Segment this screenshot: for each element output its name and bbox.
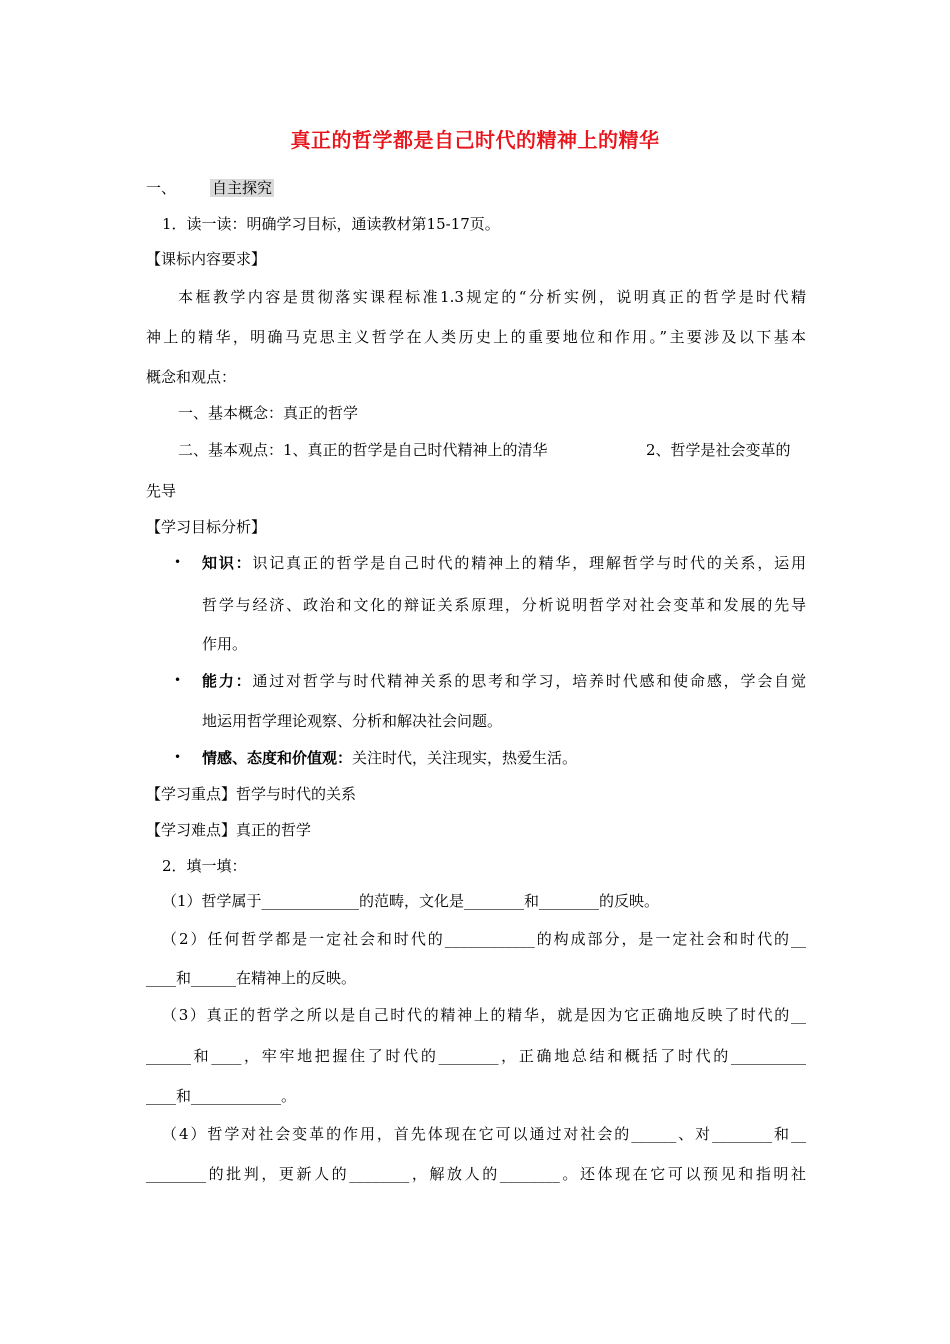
basic-view-2: 2、哲学是社会变革的 <box>646 441 791 459</box>
curriculum-paragraph-line-2: 神上的精华，明确马克思主义哲学在人类历史上的重要地位和作用。”主要涉及以下基本 <box>146 328 806 346</box>
goal-knowledge-text-1: 识记真正的哲学是自己时代的精神上的精华，理解哲学与时代的关系，运用 <box>252 554 806 572</box>
fill-question-3-line-1: （3）真正的哲学之所以是自己时代的精神上的精华，就是因为它正确地反映了时代的__ <box>162 1006 806 1024</box>
bullet-knowledge: • <box>174 555 182 569</box>
goal-knowledge-line-2: 哲学与经济、政治和文化的辩证关系原理，分析说明哲学对社会变革和发展的先导 <box>202 596 806 614</box>
fill-question-2-line-2: ____和______在精神上的反映。 <box>146 969 357 987</box>
bullet-emotion: • <box>174 750 182 764</box>
goal-knowledge-label: 知识： <box>202 554 253 572</box>
bullet-ability: • <box>174 673 182 687</box>
fill-question-3-line-2: ______和____，牢牢地把握住了时代的________，正确地总结和概括了时代的__________ <box>146 1047 806 1065</box>
goal-ability-text-1: 通过对哲学与时代精神关系的思考和学习，培养时代感和使命感，学会自觉 <box>252 672 806 690</box>
section-heading <box>210 178 274 198</box>
fill-question-4-line-2: ________的批判，更新人的________，解放人的________。还体现在它可以预见和指明社 <box>146 1165 806 1183</box>
section-heading-label: 自主探究 <box>212 179 273 197</box>
goal-knowledge-line-3: 作用。 <box>202 635 248 653</box>
curriculum-heading: 【课标内容要求】 <box>146 250 267 268</box>
fill-question-4-line-1: （4）哲学对社会变革的作用，首先体现在它可以通过对社会的______、对________和__ <box>162 1125 806 1143</box>
goal-emotion-text: 关注时代，关注现实，热爱生活。 <box>352 749 578 767</box>
fill-question-1: （1）哲学属于_____________的范畴，文化是________和________的反映。 <box>162 892 660 910</box>
item-2: 2．填一填： <box>162 857 247 875</box>
basic-view-1: 二、基本观点：1、真正的哲学是自己时代精神上的清华 <box>178 441 548 459</box>
goal-ability-label: 能力： <box>202 672 253 690</box>
section-number: 一、 <box>146 179 177 197</box>
curriculum-paragraph-line-1: 本框教学内容是贯彻落实课程标准1.3规定的“分析实例，说明真正的哲学是时代精 <box>178 288 806 306</box>
key-point: 【学习重点】哲学与时代的关系 <box>146 785 357 803</box>
basic-concept: 一、基本概念：真正的哲学 <box>178 404 359 422</box>
fill-question-2-line-1: （2）任何哲学都是一定社会和时代的____________的构成部分，是一定社会和时代的__ <box>162 930 806 948</box>
goal-heading: 【学习目标分析】 <box>146 518 267 536</box>
goal-ability-line-1 <box>202 671 806 691</box>
difficult-point: 【学习难点】真正的哲学 <box>146 821 312 839</box>
basic-view-2-cont: 先导 <box>146 482 177 500</box>
goal-knowledge-line-1 <box>202 553 806 573</box>
goal-emotion-line <box>202 748 577 768</box>
fill-question-3-line-3: ____和____________。 <box>146 1087 297 1105</box>
item-1: 1．读一读：明确学习目标，通读教材第15-17页。 <box>162 215 500 233</box>
goal-ability-line-2: 地运用哲学理论观察、分析和解决社会问题。 <box>202 712 503 730</box>
curriculum-paragraph-line-3: 概念和观点： <box>146 368 237 386</box>
goal-emotion-label: 情感、态度和价值观： <box>202 749 353 767</box>
document-title: 真正的哲学都是自己时代的精神上的精华 <box>290 128 660 152</box>
